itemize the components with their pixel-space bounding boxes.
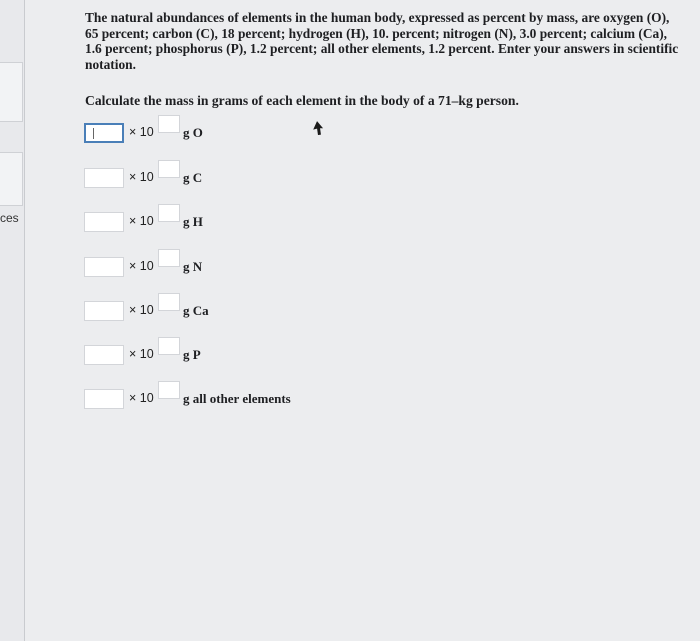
mantissa-input-carbon[interactable]	[84, 168, 124, 188]
unit-label-hydrogen: g H	[183, 214, 203, 229]
answer-row-oxygen	[84, 121, 484, 147]
times-ten-label: × 10	[129, 303, 154, 317]
unit-label-calcium: g Ca	[183, 303, 209, 318]
exponent-input-oxygen[interactable]	[158, 115, 180, 133]
exponent-input-carbon[interactable]	[158, 160, 180, 178]
exponent-input-phosphorus[interactable]	[158, 337, 180, 355]
answer-row-calcium	[84, 299, 484, 325]
unit-label-other: g all other elements	[183, 391, 291, 406]
mantissa-input-calcium[interactable]	[84, 301, 124, 321]
answer-row-other	[84, 387, 484, 413]
times-ten-label: × 10	[129, 170, 154, 184]
unit-label-carbon: g C	[183, 170, 203, 185]
times-ten-label: × 10	[129, 347, 154, 361]
answer-row-phosphorus	[84, 343, 484, 369]
unit-label-nitrogen: g N	[183, 259, 203, 274]
times-ten-label: × 10	[129, 214, 154, 228]
mouse-pointer-icon	[313, 121, 325, 135]
times-ten-label: × 10	[129, 391, 154, 405]
exponent-input-calcium[interactable]	[158, 293, 180, 311]
unit-label-oxygen: g O	[183, 125, 203, 140]
problem-question: Calculate the mass in grams of each element in the body of a 71–kg person.	[85, 93, 519, 108]
mantissa-input-other[interactable]	[84, 389, 124, 409]
mantissa-input-nitrogen[interactable]	[84, 257, 124, 277]
exponent-input-hydrogen[interactable]	[158, 204, 180, 222]
mantissa-input-hydrogen[interactable]	[84, 212, 124, 232]
mantissa-input-oxygen[interactable]	[84, 123, 124, 143]
sidebar-fragment-label: ces	[0, 211, 19, 225]
exponent-input-nitrogen[interactable]	[158, 249, 180, 267]
exponent-input-other[interactable]	[158, 381, 180, 399]
mantissa-input-phosphorus[interactable]	[84, 345, 124, 365]
times-ten-label: × 10	[129, 259, 154, 273]
answer-row-carbon	[84, 166, 484, 192]
text-caret	[93, 128, 94, 139]
answer-row-hydrogen	[84, 210, 484, 236]
unit-label-phosphorus: g P	[183, 347, 201, 362]
times-ten-label: × 10	[129, 125, 154, 139]
problem-intro: The natural abundances of elements in the human body, expressed as percent by mass, are oxygen (O), 65 percent; carbon (C), 18 percent; hydrogen (H), 10. percent; nitrogen (N), 3.0 percent; calcium (Ca), 1.6 percent; phosphorus (P), 1.2 percent; all other elements, 1.2 percent. Enter your answers in scientific notation.	[85, 10, 679, 72]
answer-row-nitrogen	[84, 255, 484, 281]
